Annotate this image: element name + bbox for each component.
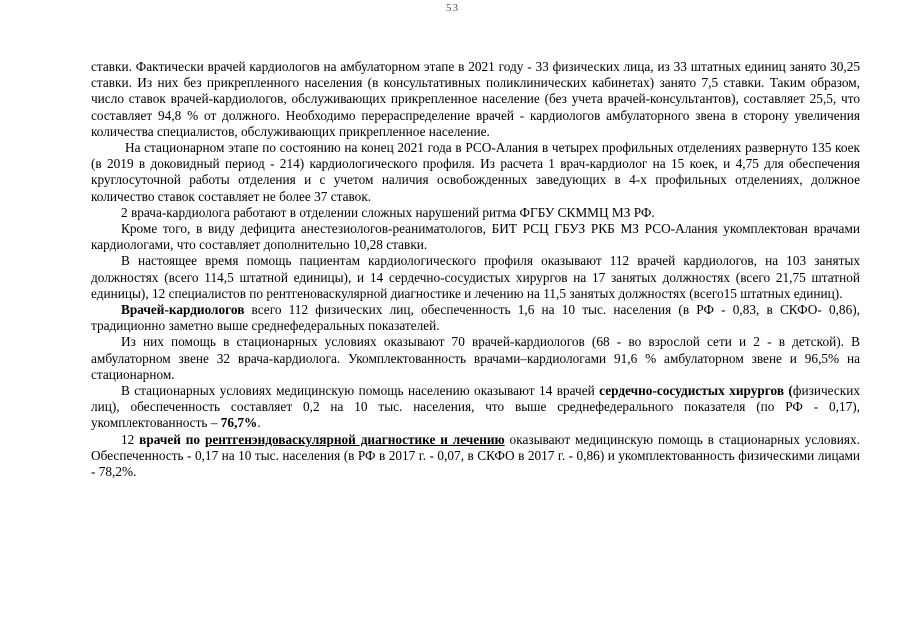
surgeons-term: сердечно-сосудистых хирургов ( [599, 383, 793, 399]
page-number: 53 [446, 2, 459, 14]
paragraph-endovascular [91, 432, 860, 481]
paragraph-inpatient-cardiologists: Из них помощь в стационарных условиях оказывают 70 врачей-кардиологов (68 - во взрослой сети и 2 - в детской). В амбулаторном звене 32 врача-кардиолога. Укомплектованность врачами–кардиологами 91,6 % амбулаторном звене и 96,5% на стационарном. [91, 334, 860, 382]
endovascular-count: 12 [121, 431, 140, 447]
surgeons-text-start: В стационарных условиях медицинскую помощь населению оказывают 14 врачей [121, 383, 600, 399]
surgeons-text-mid: физических лиц), обеспеченность составляет 0,2 на 10 тыс. населения, что выше среднефедерального показателя (по РФ - 0,17), укомплектованность – [91, 383, 861, 431]
cardiologists-text: всего 112 физических лиц, обеспеченность 1,6 на 10 тыс. населения (в РФ - 0,83, в СКФО- 0,86), традиционно заметно выше среднефедеральных показателей. [91, 302, 860, 334]
endovascular-term: врачей по [139, 431, 205, 447]
surgeons-text-end: . [257, 415, 261, 431]
paragraph-arrhythmia-department: 2 врача-кардиолога работают в отделении сложных нарушений ритма ФГБУ СКММЦ МЗ РФ. [121, 204, 655, 220]
endovascular-specialty: рентгенэндоваскулярной диагностике и лечению [204, 431, 505, 447]
endovascular-text: оказывают медицинскую помощь в стационарных условиях. Обеспеченность - 0,17 на 10 тыс. населения (в РФ в 2017 г. - 0,07, в СКФО в 2017 г. - 0,86) и укомплектованность физическими лицами - 78,2%. [91, 431, 861, 480]
paragraph-current-staff: В настоящее время помощь пациентам кардиологического профиля оказывают 112 врачей кардиологов, на 103 занятых должностях (всего 114,5 штатной единицы), и 14 сердечно-сосудистых хирургов на 17 занятых должностях (всего 21,75 штатной единицы), 12 специалистов по рентгеноваскулярной диагностике и лечению на 11,5 занятых должностях (всего15 штатных единиц). [91, 253, 860, 301]
cardiologists-term: Врачей-кардиологов [121, 302, 245, 318]
body-text [91, 59, 860, 480]
surgeons-staffing-value: 76,7% [220, 415, 258, 431]
paragraph-vascular-surgeons [91, 383, 860, 432]
paragraph-bit-staffing: Кроме того, в виду дефицита анестезиологов-реаниматологов, БИТ РСЦ ГБУЗ РКБ МЗ РСО-Алания укомплектован врачами кардиологами, что составляет дополнительно 10,28 ставки. [91, 221, 860, 253]
paragraph-ambulatory-cardiologists: ставки. Фактически врачей кардиологов на амбулаторном этапе в 2021 году - 33 физических лица, из 33 штатных единиц занято 30,25 ставки. Из них без прикрепленного населения (в консультативных поликлинических кабинетах) занято 7,5 ставки. Таким образом, число ставок врачей-кардиологов, обслуживающих прикрепленное население (без учета врачей-консультантов), составляет 25,5, что составляет 94,8 % от должного. Необходимо перераспределение врачей - кардиологов амбулаторного звена в сторону увеличения количества специалистов, обслуживающих прикрепленное население. [91, 59, 860, 139]
paragraph-cardiologists-total [91, 302, 860, 334]
paragraph-inpatient-beds: На стационарном этапе по состоянию на конец 2021 года в РСО-Алания в четырех профильных отделениях развернуто 135 коек (в 2019 в доковидный период - 214) кардиологического профиля. Из расчета 1 врач-кардиолог на 15 коек, и 4,75 для обеспечения круглосуточной работы отделения и с учетом наличия освобожденных заведующих в 4-х профильных отделениях, должное количество ставок составляет не более 37 ставок. [91, 140, 860, 204]
